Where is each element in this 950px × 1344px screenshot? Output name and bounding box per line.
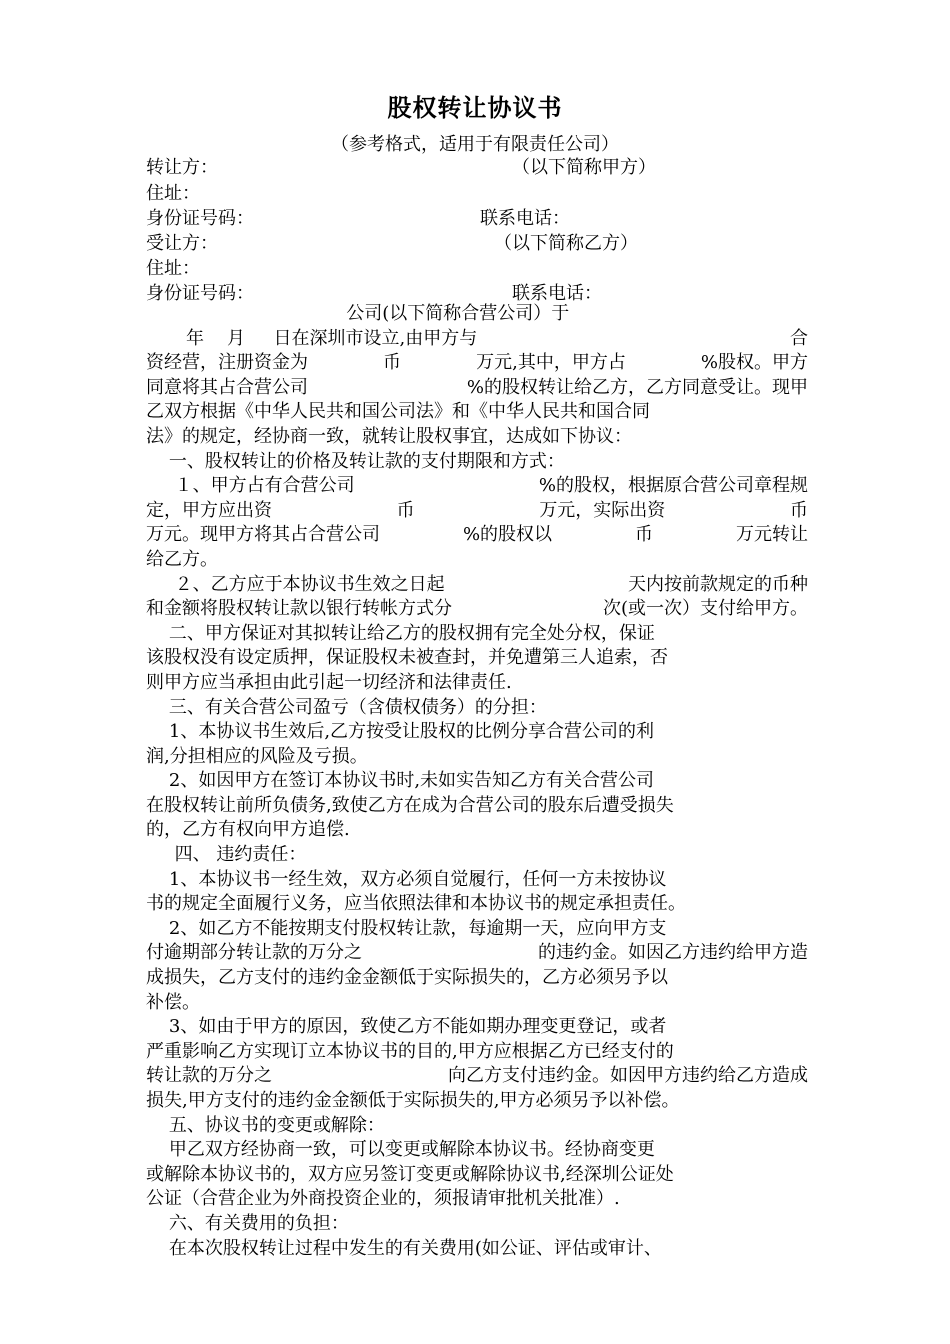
body-text: 1、本协议书生效后,乙方按受让股权的比例分享合营公司的利 (146, 721, 655, 743)
body-text: 万元。现甲方将其占合营公司 (146, 524, 380, 546)
body-text: 转让款的万分之 (146, 1065, 272, 1087)
body-line (146, 794, 808, 819)
body-text: 损失,甲方支付的违约金金额低于实际损失的,甲方必须另予以补偿。 (146, 1090, 680, 1111)
body-line (146, 917, 808, 942)
body-text: 的违约金。如因乙方违约给甲方造 (538, 942, 808, 964)
body-line (146, 351, 808, 376)
transferee-address-label: 住址： (146, 258, 200, 279)
transferor-phone-label: 联系电话： (480, 208, 570, 229)
transferee-phone-label: 联系电话： (512, 283, 602, 304)
body-text: ２、乙方应于本协议书生效之日起 (146, 573, 445, 595)
body-text: %股权。甲方 (700, 352, 808, 374)
body-line (146, 1089, 808, 1114)
body-text: 书的规定全面履行义务，应当依照法律和本协议书的规定承担责任。 (146, 893, 686, 915)
body-line (146, 843, 808, 868)
body-text: 公司(以下简称合营公司）于 (146, 303, 570, 324)
transferee-label: 受让方： (146, 233, 218, 254)
body-line (146, 573, 808, 598)
body-text: 1、本协议书一经生效，双方必须自觉履行，任何一方未按协议 (146, 868, 667, 890)
body-text: 五、协议书的变更或解除： (146, 1114, 385, 1136)
body-text: 年 月 日在深圳市设立,由甲方与 (146, 327, 478, 349)
body-text: 或解除本协议书的，双方应另签订变更或解除协议书,经深圳公证处 (146, 1163, 674, 1185)
body-text: 六、有关费用的负担： (146, 1212, 349, 1234)
body-text: 次(或一次）支付给甲方。 (602, 598, 808, 620)
body-text: 给乙方。 (146, 548, 218, 570)
body-text: 二、甲方保证对其拟转让给乙方的股权拥有完全处分权，保证 (146, 622, 655, 644)
body-line (146, 818, 808, 843)
body-line (146, 966, 808, 991)
body-text: 甲乙双方经协商一致，可以变更或解除本协议书。经协商变更 (146, 1139, 655, 1161)
body-text: 2、如乙方不能按期支付股权转让款，每逾期一天，应向甲方支 (146, 917, 667, 939)
body-line (146, 991, 808, 1016)
body-line (146, 597, 808, 622)
body-text: 乙双方根据《中华人民共和国公司法》和《中华人民共和国合同 (146, 401, 650, 423)
body-line (146, 1114, 808, 1139)
body-text: 币 (635, 524, 654, 546)
body-text: 万元转让 (735, 524, 808, 546)
body-line (146, 892, 808, 917)
transferor-address-label: 住址： (146, 183, 200, 204)
body-text: 向乙方支付违约金。如因甲方违约给乙方造成 (448, 1065, 808, 1087)
body-text: 润,分担相应的风险及亏损。 (146, 745, 368, 767)
document-subtitle: （参考格式，适用于有限责任公司） (331, 134, 619, 155)
body-line (146, 1163, 808, 1188)
body-text: 万元,其中，甲方占 (476, 352, 626, 374)
body-line (146, 400, 808, 425)
body-line (146, 1040, 808, 1065)
body-line (146, 769, 808, 794)
body-line (146, 671, 808, 696)
body-line (146, 941, 808, 966)
body-text: 付逾期部分转让款的万分之 (146, 942, 362, 964)
body-text: 的，乙方有权向甲方追偿. (146, 819, 350, 841)
body-text: 法》的规定，经协商一致，就转让股权事宜，达成如下协议： (146, 425, 632, 447)
body-text: 万元，实际出资 (539, 499, 666, 521)
body-line (146, 499, 808, 524)
body-line (146, 474, 808, 499)
body-line (146, 425, 808, 450)
body-text: 同意将其占合营公司 (146, 376, 308, 398)
body-line (146, 302, 808, 327)
body-line (146, 1237, 808, 1262)
body-text: 3、如由于甲方的原因，致使乙方不能如期办理变更登记，或者 (146, 1016, 667, 1038)
body-text: 资经营，注册资金为 (146, 352, 308, 374)
body-text: 币 (789, 499, 808, 521)
body-line (146, 720, 808, 745)
body-text: 天内按前款规定的币种 (628, 573, 808, 595)
body-line (146, 868, 808, 893)
body-text: 一、股权转让的价格及转让款的支付期限和方式： (146, 450, 565, 472)
body-text: 和金额将股权转让款以银行转帐方式分 (146, 598, 452, 620)
body-text: 严重影响乙方实现订立本协议书的目的,甲方应根据乙方已经支付的 (146, 1040, 674, 1062)
body-text: 2、如因甲方在签订本协议书时,未如实告知乙方有关合营公司 (146, 770, 655, 792)
body-line (146, 376, 808, 401)
body-line (146, 327, 808, 352)
body-text: 则甲方应当承担由此引起一切经济和法律责任. (146, 671, 512, 693)
transferor-note: （以下简称甲方） (512, 157, 656, 178)
body-text: 该股权没有设定质押，保证股权未被查封，并免遭第三人追索，否 (146, 647, 668, 669)
body-text: %的股权转让给乙方，乙方同意受让。现甲 (466, 376, 808, 398)
body-text: 三、有关合营公司盈亏（含债权债务）的分担： (146, 696, 547, 718)
body-text: %的股权，根据原合营公司章程规 (538, 475, 808, 497)
body-text: 币 (383, 352, 402, 374)
body-line (146, 646, 808, 671)
body-text: 在股权转让前所负债务,致使乙方在成为合营公司的股东后遭受损失 (146, 794, 674, 816)
document-title: 股权转让协议书 (387, 94, 563, 122)
body-text: %的股权以 (462, 524, 553, 546)
body-text: 成损失，乙方支付的违约金金额低于实际损失的，乙方必须另予以 (146, 967, 668, 989)
body-text: 币 (396, 499, 415, 521)
body-text: 补偿。 (146, 991, 200, 1013)
body-text: 合 (790, 327, 808, 349)
body-line (146, 1138, 808, 1163)
transferee-id-label: 身份证号码： (146, 283, 254, 304)
body-line (146, 696, 808, 721)
body-text: １、甲方占有合营公司 (146, 475, 355, 497)
body-line (146, 1015, 808, 1040)
body-line (146, 548, 808, 573)
body-line (146, 523, 808, 548)
body-line (146, 1064, 808, 1089)
transferor-id-label: 身份证号码： (146, 208, 254, 229)
transferor-label: 转让方： (146, 157, 218, 178)
transferee-note: （以下简称乙方） (494, 233, 638, 254)
body-text: 在本次股权转让过程中发生的有关费用(如公证、评估或审计、 (146, 1237, 662, 1259)
body-line (146, 450, 808, 475)
body-text: 公证（合营企业为外商投资企业的，须报请审批机关批准）. (146, 1188, 620, 1210)
body-line (146, 745, 808, 770)
agreement-body (146, 302, 808, 1261)
body-line (146, 1212, 808, 1237)
body-line (146, 1187, 808, 1212)
body-line (146, 622, 808, 647)
body-text: 定，甲方应出资 (146, 499, 272, 521)
body-text: 四、 违约责任： (146, 844, 307, 866)
